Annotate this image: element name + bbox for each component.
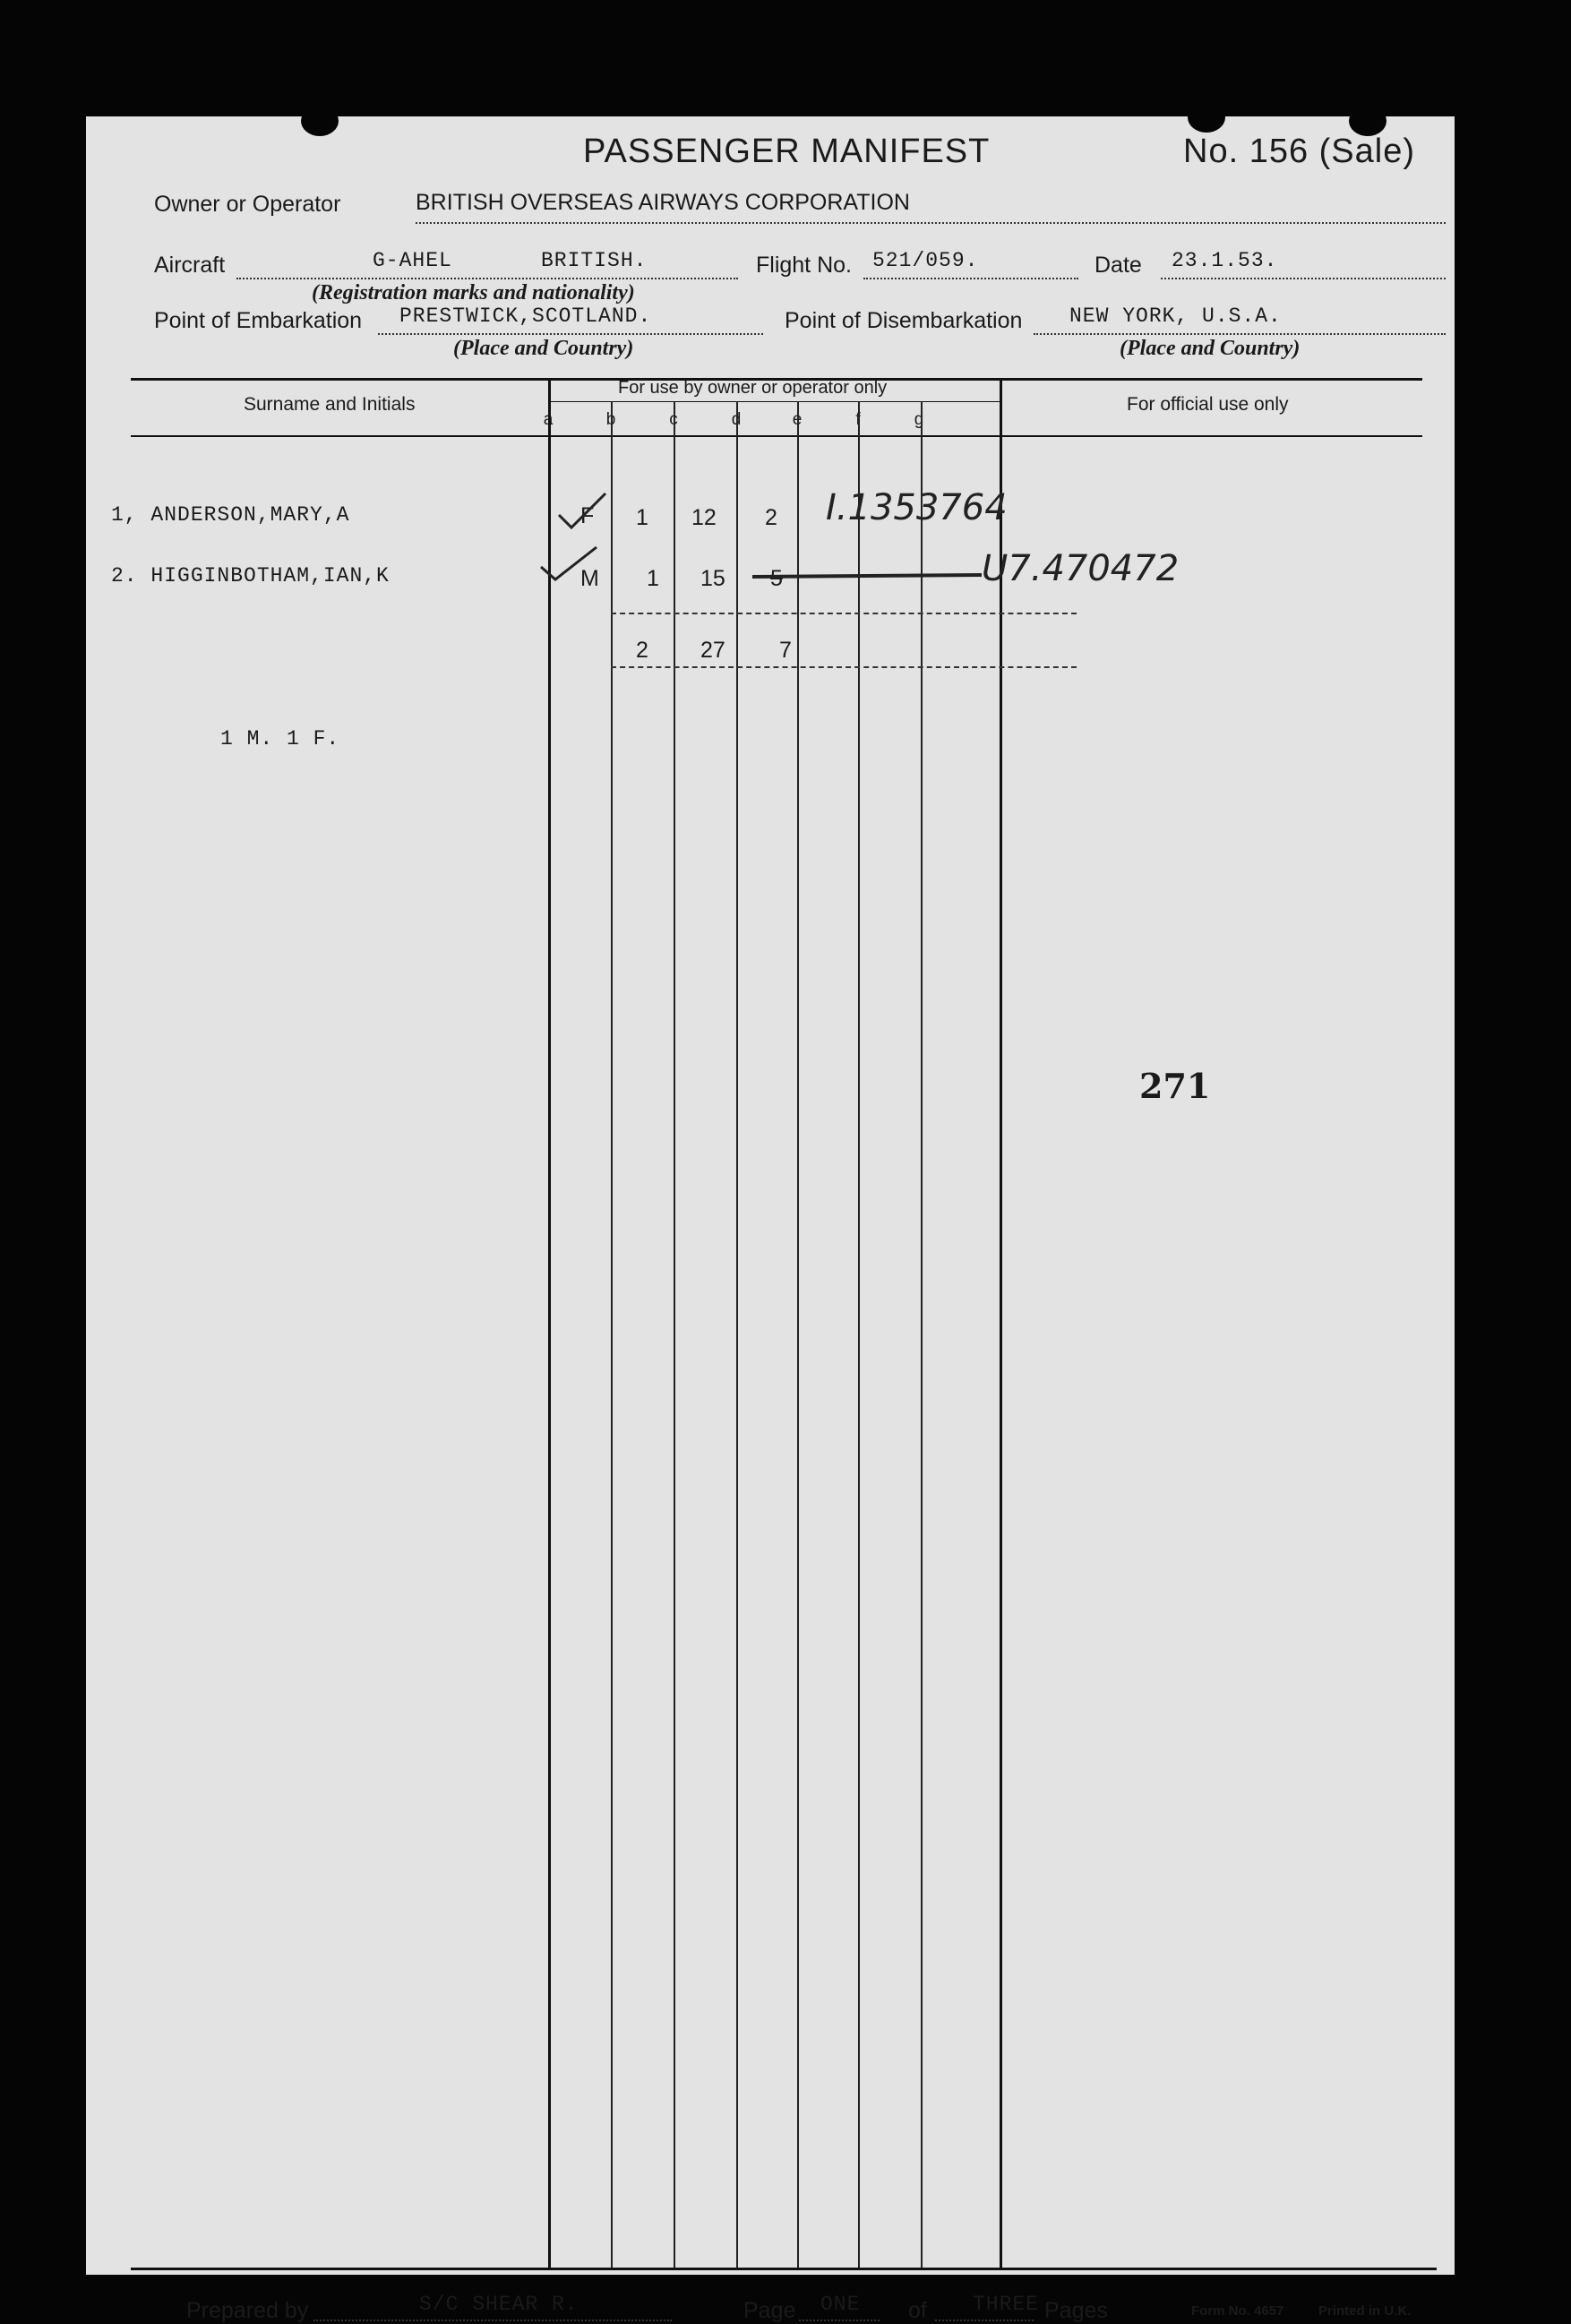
embarkation-label: Point of Embarkation — [154, 308, 363, 333]
page-title: PASSENGER MANIFEST — [583, 133, 991, 170]
passenger-col-d: 2 — [765, 505, 777, 530]
passenger-col-c: 12 — [691, 505, 717, 530]
column-b-header: b — [605, 410, 616, 429]
date-value: 23.1.53. — [1172, 249, 1278, 272]
passenger-col-c: 15 — [700, 566, 725, 591]
passenger-sex: F — [580, 503, 595, 528]
aircraft-registration: G-AHEL — [373, 249, 452, 272]
passenger-summary: 1 M. 1 F. — [220, 727, 340, 750]
aircraft-hint: (Registration marks and nationality) — [312, 281, 635, 304]
column-c-header: c — [669, 410, 678, 429]
official-use-header: For official use only — [1127, 394, 1289, 415]
embarkation-dotted-line — [378, 333, 763, 335]
column-divider — [674, 401, 675, 2268]
of-label: of — [908, 2298, 927, 2323]
owner-use-header: For use by owner or operator only — [618, 378, 888, 398]
date-dotted-line — [1161, 278, 1446, 279]
manifest-number: No. 156 (Sale) — [1183, 133, 1416, 170]
passenger-name: 2. HIGGINBOTHAM,IAN,K — [111, 564, 390, 587]
owner-use-rule — [548, 401, 1000, 402]
passenger-handwritten-number: I.1353764 — [826, 487, 1008, 528]
passenger-sex: M — [580, 566, 599, 591]
of-dotted-line — [935, 2320, 1034, 2321]
disembarkation-value: NEW YORK, U.S.A. — [1069, 304, 1282, 328]
flight-number: 521/059. — [872, 249, 979, 272]
column-g-header: g — [914, 410, 924, 429]
total-col-d: 7 — [779, 638, 792, 663]
passenger-col-b: 1 — [636, 505, 648, 530]
column-divider — [858, 401, 860, 2268]
passenger-name: 1, ANDERSON,MARY,A — [111, 503, 350, 527]
total-col-c: 27 — [700, 638, 725, 663]
printed-in: Printed in U.K. — [1318, 2303, 1412, 2319]
pages-label: Pages — [1044, 2298, 1108, 2323]
owner-value: BRITISH OVERSEAS AIRWAYS CORPORATION — [416, 190, 910, 215]
passenger-col-d: 5 — [770, 566, 783, 591]
totals-dashed-rule — [611, 613, 1077, 614]
column-f-header: f — [855, 410, 861, 429]
column-e-header: e — [792, 410, 803, 429]
flight-label: Flight No. — [756, 253, 852, 278]
of-value: THREE — [973, 2293, 1040, 2316]
column-divider — [611, 401, 613, 2268]
column-divider — [548, 378, 551, 2268]
punch-hole — [301, 106, 339, 136]
column-d-header: d — [731, 410, 742, 429]
passenger-handwritten-number: U7.470472 — [982, 548, 1180, 589]
flight-dotted-line — [863, 278, 1078, 279]
column-divider — [1000, 378, 1002, 2268]
column-a-header: a — [543, 410, 554, 429]
column-divider — [921, 401, 923, 2268]
column-divider — [797, 401, 799, 2268]
page-value: ONE — [820, 2293, 861, 2316]
aircraft-dotted-line — [236, 278, 738, 279]
aircraft-label: Aircraft — [154, 253, 226, 278]
table-bottom-rule — [131, 2268, 1437, 2270]
disembarkation-label: Point of Disembarkation — [785, 308, 1023, 333]
column-divider — [736, 401, 738, 2268]
disembarkation-hint: (Place and Country) — [1120, 337, 1301, 360]
embarkation-hint: (Place and Country) — [453, 337, 634, 360]
prepared-by-label: Prepared by — [186, 2298, 309, 2323]
strike-through-icon — [749, 562, 991, 589]
check-mark-icon — [534, 542, 605, 587]
manifest-sheet — [86, 116, 1455, 2323]
owner-label: Owner or Operator — [154, 192, 341, 217]
total-col-b: 2 — [636, 638, 648, 663]
page-label: Page — [743, 2298, 796, 2323]
punch-hole — [1188, 102, 1225, 133]
table-header-rule — [131, 435, 1422, 437]
surname-header: Surname and Initials — [244, 394, 416, 415]
embarkation-value: PRESTWICK,SCOTLAND. — [399, 304, 652, 328]
punch-hole — [1349, 106, 1386, 136]
check-mark-icon — [552, 488, 614, 533]
page-dotted-line — [799, 2320, 880, 2321]
official-stamp-number: 271 — [1139, 1066, 1211, 1106]
prepared-by-value: S/C SHEAR R. — [419, 2293, 579, 2316]
aircraft-nationality: BRITISH. — [541, 249, 648, 272]
totals-dashed-rule — [611, 666, 1077, 668]
disembarkation-dotted-line — [1034, 333, 1446, 335]
passenger-col-b: 1 — [647, 566, 659, 591]
owner-dotted-line — [416, 222, 1446, 224]
date-label: Date — [1095, 253, 1142, 278]
form-number: Form No. 4657 — [1191, 2303, 1284, 2319]
prepared-by-dotted-line — [313, 2320, 672, 2321]
